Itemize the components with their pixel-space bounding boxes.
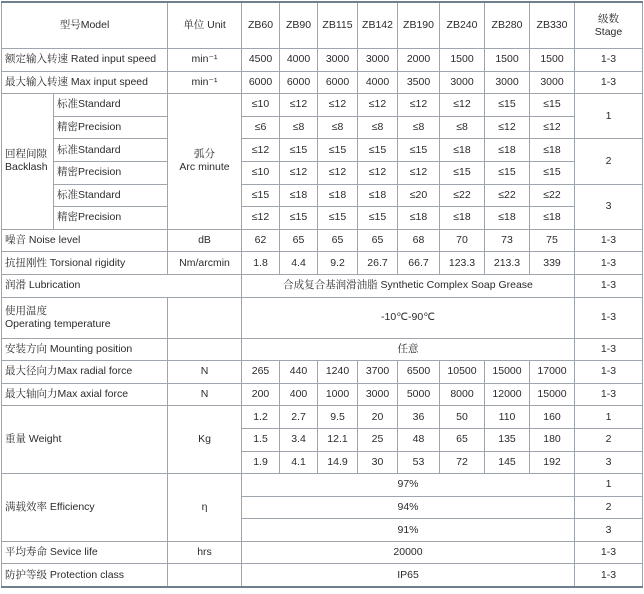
value-cell: ≤15	[440, 161, 485, 184]
value-cell: ≤15	[358, 207, 398, 230]
value-cell: 135	[485, 428, 530, 451]
value-cell: 53	[398, 451, 440, 474]
noise-row	[2, 229, 643, 252]
backlash-unit	[168, 94, 242, 230]
value-cell: ≤15	[485, 94, 530, 117]
value-cell: ≤15	[280, 207, 318, 230]
value-cell: 180	[530, 428, 575, 451]
sub-label-precision: 精密Precision	[54, 207, 168, 230]
header-row	[2, 2, 643, 49]
mounting-row	[2, 338, 643, 361]
backlash-row	[2, 94, 643, 117]
value-cell: ≤12	[398, 161, 440, 184]
value-cell: ≤15	[280, 139, 318, 162]
value-cell: ≤6	[242, 116, 280, 139]
stage-cell: 1-3	[575, 71, 643, 94]
value-cell: 213.3	[485, 252, 530, 275]
value-cell: 68	[398, 229, 440, 252]
stage-cell: 3	[575, 451, 643, 474]
model-col-header: ZB90	[280, 2, 318, 49]
value-cell: 30	[358, 451, 398, 474]
value-cell: 17000	[530, 361, 575, 384]
value-cell: ≤8	[358, 116, 398, 139]
value-cell: 50	[440, 406, 485, 429]
model-col-header: ZB115	[318, 2, 358, 49]
row-label: 抗扭刚性 Torsional rigidity	[2, 252, 168, 275]
merged-value-cell: 任意	[242, 338, 575, 361]
value-cell: ≤18	[530, 207, 575, 230]
value-cell: 4000	[358, 71, 398, 94]
value-cell: ≤15	[318, 139, 358, 162]
value-cell: 65	[280, 229, 318, 252]
value-cell: 160	[530, 406, 575, 429]
sub-label-standard: 标准Standard	[54, 94, 168, 117]
backlash-row	[2, 184, 643, 207]
unit-cell	[168, 297, 242, 338]
value-cell: ≤8	[318, 116, 358, 139]
sub-label-standard: 标准Standard	[54, 184, 168, 207]
value-cell: 1000	[318, 383, 358, 406]
stage-cell: 1-3	[575, 338, 643, 361]
backlash-label-cn: 回程间隙	[5, 148, 47, 161]
value-cell: ≤18	[358, 184, 398, 207]
value-cell: 4.4	[280, 252, 318, 275]
value-cell: 12000	[485, 383, 530, 406]
value-cell: 4000	[280, 49, 318, 72]
value-cell: 2.7	[280, 406, 318, 429]
value-cell: 265	[242, 361, 280, 384]
unit-cell: Kg	[168, 406, 242, 474]
value-cell: ≤8	[440, 116, 485, 139]
stage-cell: 1	[575, 474, 643, 497]
value-cell: ≤18	[485, 139, 530, 162]
stage-cell: 3	[575, 519, 643, 542]
unit-cell: Nm/arcmin	[168, 252, 242, 275]
value-cell: 1500	[440, 49, 485, 72]
row-label: 润滑 Lubrication	[2, 274, 242, 297]
radial-force-row	[2, 361, 643, 384]
sub-label-precision: 精密Precision	[54, 116, 168, 139]
value-cell: ≤12	[485, 116, 530, 139]
value-cell: ≤18	[398, 207, 440, 230]
value-cell: 36	[398, 406, 440, 429]
value-cell: 20	[358, 406, 398, 429]
backlash-row	[2, 139, 643, 162]
row-label: 噪音 Noise level	[2, 229, 168, 252]
value-cell: 14.9	[318, 451, 358, 474]
value-cell: ≤18	[440, 139, 485, 162]
value-cell: 3000	[530, 71, 575, 94]
value-cell: 145	[485, 451, 530, 474]
value-cell: 65	[358, 229, 398, 252]
axial-force-row	[2, 383, 643, 406]
value-cell: 3000	[358, 49, 398, 72]
value-cell: 3000	[318, 49, 358, 72]
value-cell: ≤8	[398, 116, 440, 139]
value-cell: 3.4	[280, 428, 318, 451]
merged-value-cell: 97%	[242, 474, 575, 497]
value-cell: ≤12	[318, 161, 358, 184]
backlash-unit-cn: 弧分	[194, 148, 216, 161]
stage-header	[575, 2, 643, 49]
merged-value-cell: IP65	[242, 564, 575, 587]
value-cell: 1.8	[242, 252, 280, 275]
stage-cell: 1-3	[575, 297, 643, 338]
value-cell: 1.5	[242, 428, 280, 451]
backlash-row	[2, 207, 643, 230]
row-label: 最大轴向力Max axial force	[2, 383, 168, 406]
stage-cell: 1-3	[575, 274, 643, 297]
stage-cell: 1-3	[575, 383, 643, 406]
value-cell: 12.1	[318, 428, 358, 451]
unit-cell: hrs	[168, 541, 242, 564]
stage-cell: 1-3	[575, 252, 643, 275]
value-cell: 15000	[485, 361, 530, 384]
stage-header-en: Stage	[594, 25, 623, 38]
value-cell: 3000	[358, 383, 398, 406]
model-col-header: ZB330	[530, 2, 575, 49]
merged-value-cell: 91%	[242, 519, 575, 542]
value-cell: 1500	[485, 49, 530, 72]
value-cell: 70	[440, 229, 485, 252]
value-cell: ≤15	[485, 161, 530, 184]
stage-cell: 2	[575, 428, 643, 451]
rated-speed-row	[2, 49, 643, 72]
sub-label-precision: 精密Precision	[54, 161, 168, 184]
row-label: 满载效率 Efficiency	[2, 474, 168, 542]
value-cell: 1.9	[242, 451, 280, 474]
model-col-header: ZB190	[398, 2, 440, 49]
value-cell: 26.7	[358, 252, 398, 275]
value-cell: 3700	[358, 361, 398, 384]
value-cell: 4.1	[280, 451, 318, 474]
value-cell: ≤10	[242, 94, 280, 117]
value-cell: ≤15	[530, 94, 575, 117]
stage-cell: 2	[575, 496, 643, 519]
max-speed-row	[2, 71, 643, 94]
model-col-header: ZB240	[440, 2, 485, 49]
value-cell: 6000	[318, 71, 358, 94]
value-cell: 192	[530, 451, 575, 474]
stage-cell: 1-3	[575, 49, 643, 72]
value-cell: ≤22	[485, 184, 530, 207]
value-cell: ≤20	[398, 184, 440, 207]
unit-cell: dB	[168, 229, 242, 252]
value-cell: ≤12	[398, 94, 440, 117]
value-cell: 3000	[485, 71, 530, 94]
value-cell: 440	[280, 361, 318, 384]
value-cell: 400	[280, 383, 318, 406]
temperature-row	[2, 297, 643, 338]
unit-cell	[168, 338, 242, 361]
stage-cell: 1-3	[575, 541, 643, 564]
value-cell: 5000	[398, 383, 440, 406]
value-cell: ≤15	[530, 161, 575, 184]
rigidity-row	[2, 252, 643, 275]
value-cell: ≤12	[242, 139, 280, 162]
unit-header: 单位 Unit	[168, 2, 242, 49]
weight-row	[2, 406, 643, 429]
value-cell: 25	[358, 428, 398, 451]
value-cell: ≤12	[440, 94, 485, 117]
value-cell: 3000	[440, 71, 485, 94]
value-cell: 6000	[280, 71, 318, 94]
value-cell: ≤12	[242, 207, 280, 230]
value-cell: 65	[318, 229, 358, 252]
value-cell: ≤15	[242, 184, 280, 207]
value-cell: 66.7	[398, 252, 440, 275]
value-cell: 8000	[440, 383, 485, 406]
value-cell: 339	[530, 252, 575, 275]
backlash-label-en: Backlash	[5, 161, 48, 174]
stage-cell: 3	[575, 184, 643, 229]
value-cell: 3500	[398, 71, 440, 94]
value-cell: ≤12	[358, 161, 398, 184]
stage-cell: 1-3	[575, 361, 643, 384]
merged-value-cell: 合成复合基润滑油脂 Synthetic Complex Soap Grease	[242, 274, 575, 297]
spec-table	[1, 1, 643, 588]
value-cell: 2000	[398, 49, 440, 72]
value-cell: ≤15	[318, 207, 358, 230]
value-cell: 6000	[242, 71, 280, 94]
value-cell: 65	[440, 428, 485, 451]
value-cell: ≤12	[280, 94, 318, 117]
value-cell: 110	[485, 406, 530, 429]
merged-value-cell: 94%	[242, 496, 575, 519]
value-cell: 1240	[318, 361, 358, 384]
value-cell: 6500	[398, 361, 440, 384]
value-cell: ≤18	[440, 207, 485, 230]
value-cell: 75	[530, 229, 575, 252]
row-label: 重量 Weight	[2, 406, 168, 474]
stage-cell: 1	[575, 406, 643, 429]
sub-label-standard: 标准Standard	[54, 139, 168, 162]
value-cell: ≤12	[280, 161, 318, 184]
value-cell: 1.2	[242, 406, 280, 429]
value-cell: 9.2	[318, 252, 358, 275]
value-cell: ≤18	[530, 139, 575, 162]
value-cell: ≤12	[530, 116, 575, 139]
life-row	[2, 541, 643, 564]
value-cell: ≤22	[530, 184, 575, 207]
value-cell: ≤10	[242, 161, 280, 184]
merged-value-cell: 20000	[242, 541, 575, 564]
unit-cell: min⁻¹	[168, 71, 242, 94]
value-cell: ≤15	[358, 139, 398, 162]
value-cell: ≤8	[280, 116, 318, 139]
value-cell: 10500	[440, 361, 485, 384]
value-cell: 1500	[530, 49, 575, 72]
unit-cell: η	[168, 474, 242, 542]
unit-cell: N	[168, 361, 242, 384]
merged-value-cell: -10℃-90℃	[242, 297, 575, 338]
unit-cell: N	[168, 383, 242, 406]
row-label: 平均寿命 Sevice life	[2, 541, 168, 564]
stage-header-cn: 级数	[598, 12, 620, 25]
value-cell: 48	[398, 428, 440, 451]
row-label: 额定输入转速 Rated input speed	[2, 49, 168, 72]
row-label: 最大输入转速 Max input speed	[2, 71, 168, 94]
backlash-label	[2, 94, 54, 230]
efficiency-row	[2, 474, 643, 497]
model-col-header: ZB142	[358, 2, 398, 49]
backlash-row	[2, 161, 643, 184]
value-cell: 123.3	[440, 252, 485, 275]
stage-cell: 1	[575, 94, 643, 139]
stage-cell: 2	[575, 139, 643, 184]
temperature-label	[2, 297, 168, 338]
value-cell: ≤18	[485, 207, 530, 230]
value-cell: ≤12	[318, 94, 358, 117]
unit-cell: min⁻¹	[168, 49, 242, 72]
row-label: 防护等级 Protection class	[2, 564, 168, 587]
backlash-row	[2, 116, 643, 139]
value-cell: 62	[242, 229, 280, 252]
value-cell: ≤18	[318, 184, 358, 207]
value-cell: 200	[242, 383, 280, 406]
value-cell: 4500	[242, 49, 280, 72]
temperature-label-en: Operating temperature	[5, 317, 111, 330]
value-cell: 9.5	[318, 406, 358, 429]
row-label: 最大径向力Max radial force	[2, 361, 168, 384]
protection-row	[2, 564, 643, 587]
backlash-unit-en: Arc minute	[179, 161, 230, 174]
value-cell: 72	[440, 451, 485, 474]
value-cell: ≤15	[398, 139, 440, 162]
value-cell: 15000	[530, 383, 575, 406]
model-header: 型号Model	[2, 2, 168, 49]
unit-cell	[168, 564, 242, 587]
value-cell: ≤18	[280, 184, 318, 207]
stage-cell: 1-3	[575, 229, 643, 252]
model-col-header: ZB60	[242, 2, 280, 49]
value-cell: 73	[485, 229, 530, 252]
row-label: 安装方向 Mounting position	[2, 338, 168, 361]
temperature-label-cn: 使用温度	[5, 304, 47, 317]
value-cell: ≤12	[358, 94, 398, 117]
lubrication-row	[2, 274, 643, 297]
value-cell: ≤22	[440, 184, 485, 207]
stage-cell: 1-3	[575, 564, 643, 587]
model-col-header: ZB280	[485, 2, 530, 49]
